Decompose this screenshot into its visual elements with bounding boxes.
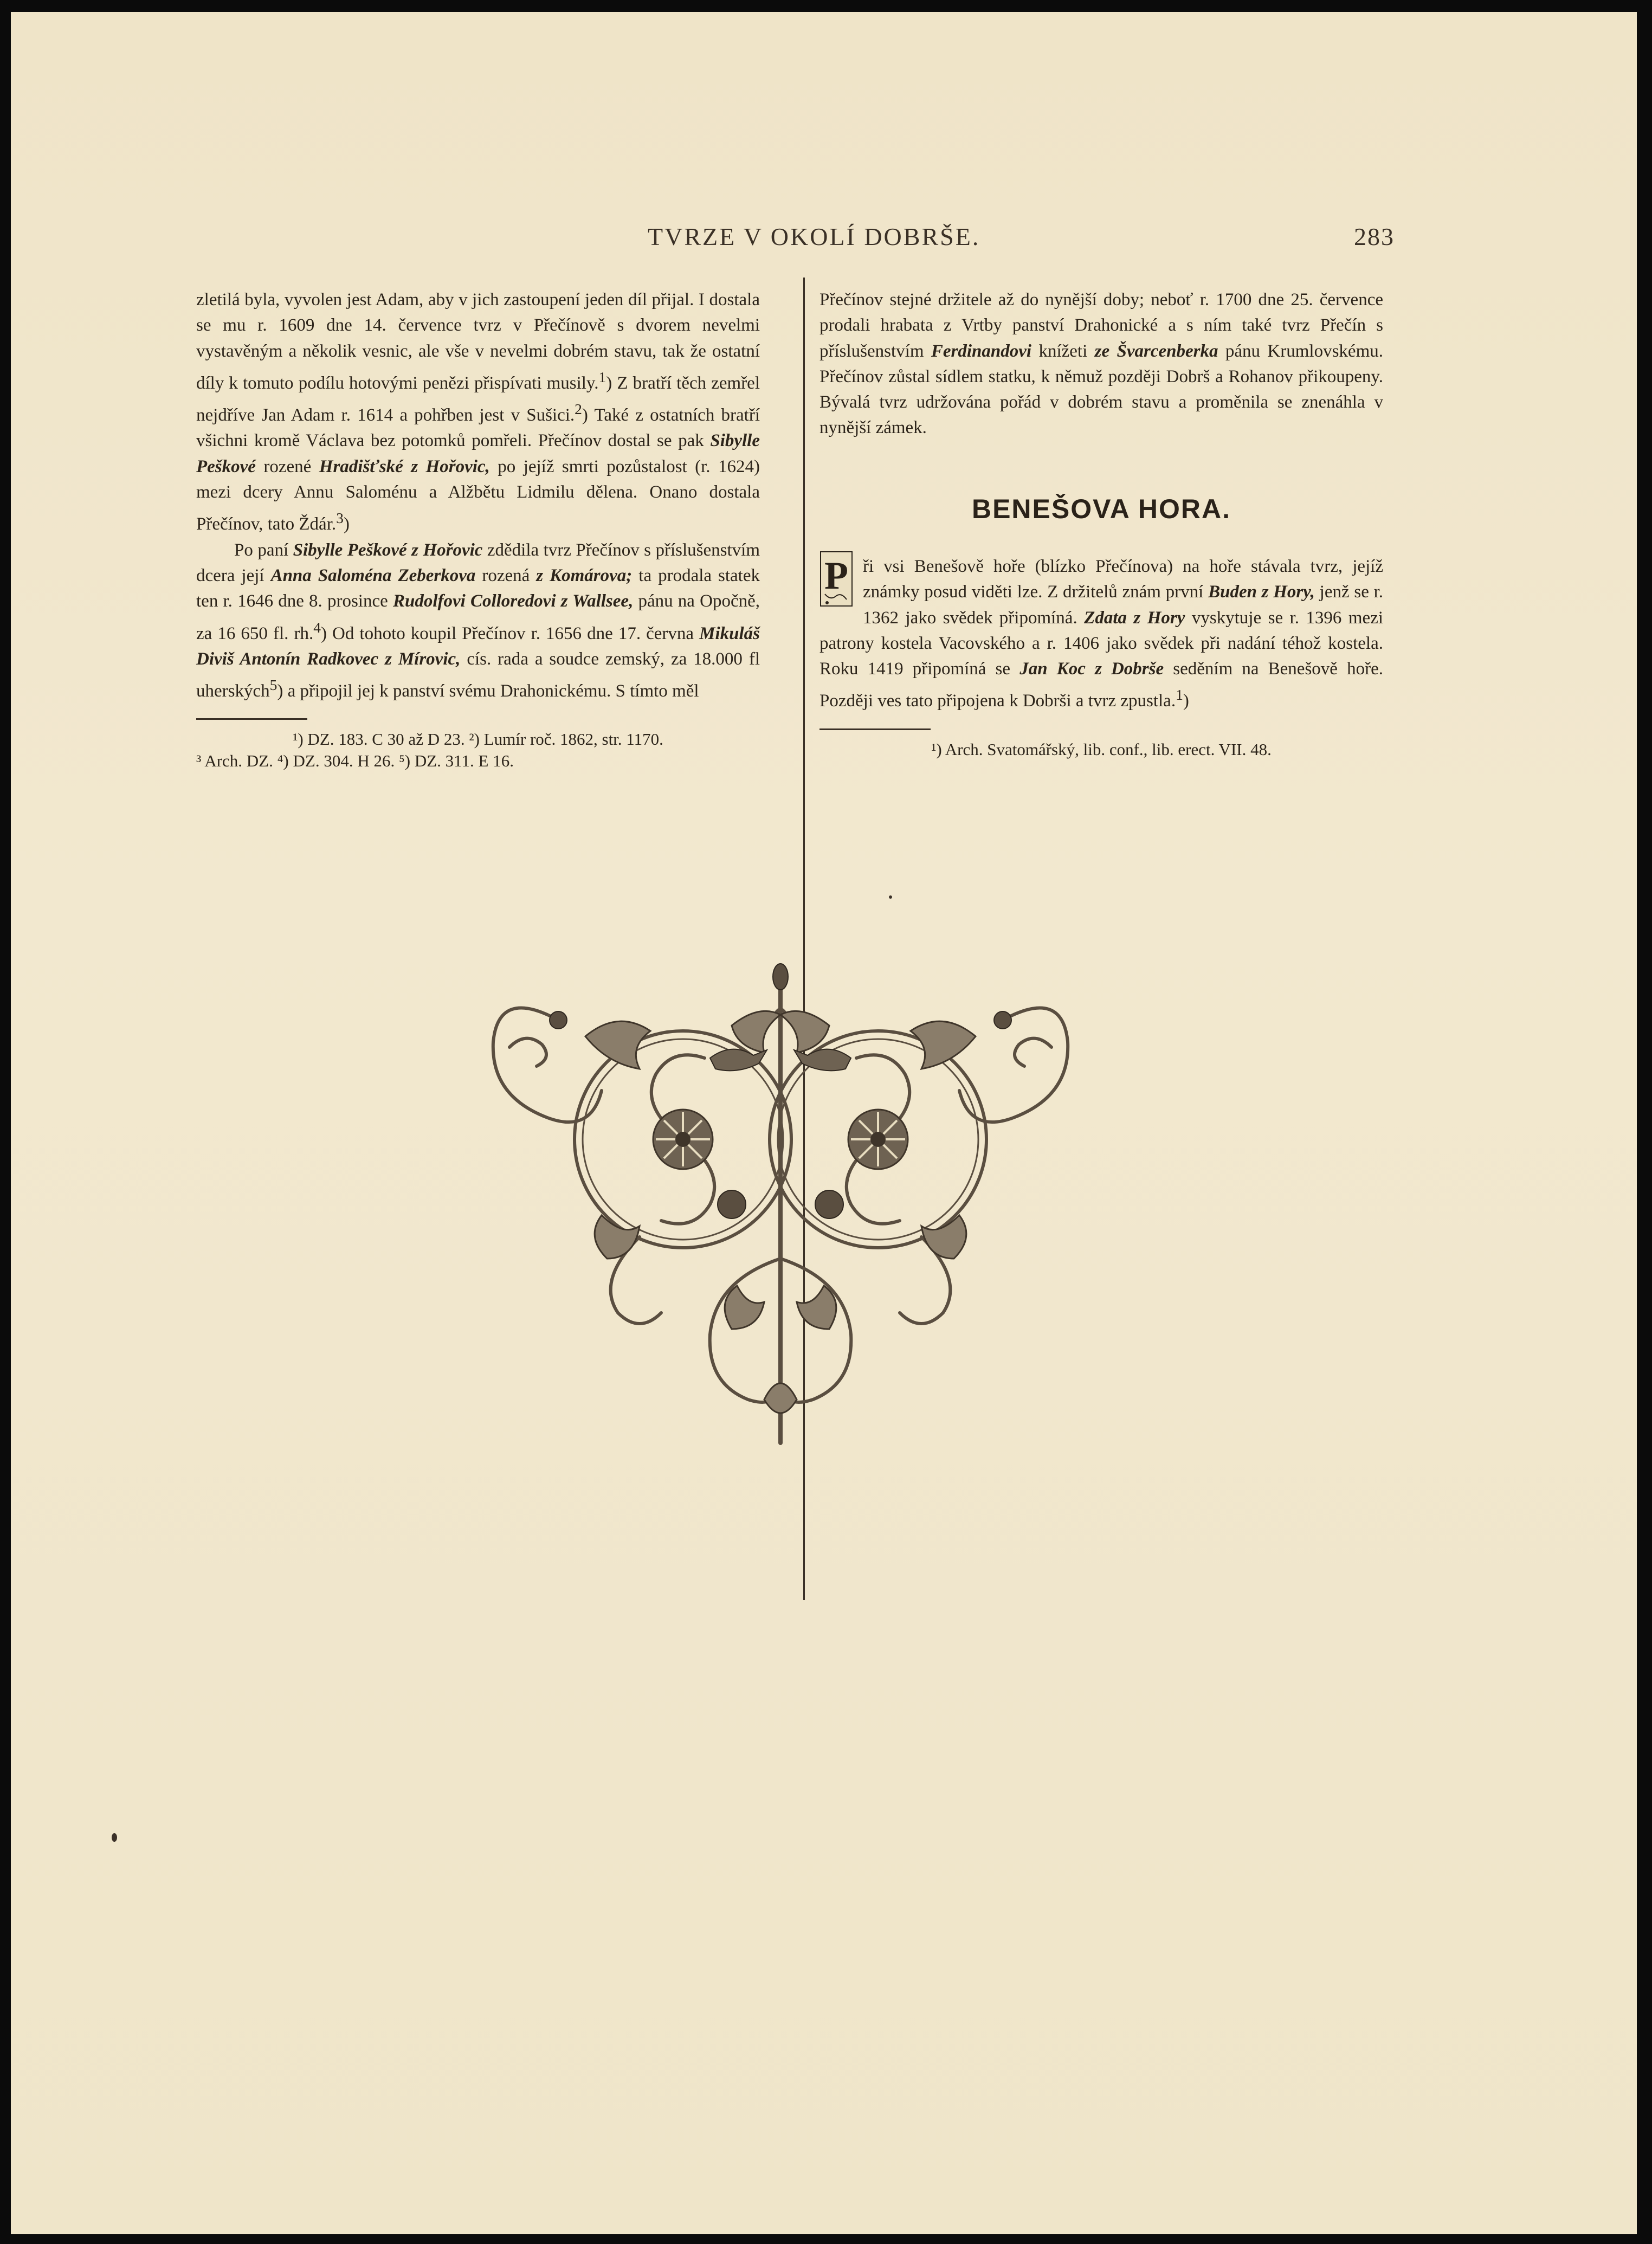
text-run: pánu na Opočně, za 16 650 fl. rh.	[196, 591, 760, 643]
text-run: cís. rada a soudce zemský, za 18.000 fl uherských	[196, 649, 760, 701]
text-run: seděním na Benešově hoře. Později ves tato připojena k Dobrši a tvrz zpustla.	[819, 659, 1383, 711]
person-name: Rudolfovi Colloredovi z Wallsee,	[392, 591, 634, 611]
text-run: rozené	[255, 456, 319, 476]
left-column	[196, 287, 760, 772]
footnote-ref: 1	[598, 368, 606, 385]
footnote-ref: 2	[575, 401, 582, 418]
text-run: ) Také z ostatních bratří všichni kromě Václava bez potomků pomřeli. Přečínov dostal se pak	[196, 405, 760, 451]
text-run: zletilá byla, vyvolen jest Adam, aby v jich zastoupení jeden díl přijal. I dostala se mu r. 1609 dne 14. července tvrz v Přečínově s dvorem nevelmi vystavěným a několik vesnic, ale vše v nevelmi dobrém stavu, tak že ostatní díly k tomuto podílu hotovými penězi přispívati musily.	[196, 290, 760, 393]
running-title: TVRZE V OKOLÍ DOBRŠE.	[648, 223, 980, 250]
text-run: ta prodala statek ten r. 1646 dne 8. prosince	[196, 565, 760, 611]
person-name: Sibylle Peškové	[196, 431, 760, 476]
person-name: Jan Koc z Dobrše	[1019, 659, 1164, 679]
drop-cap-letter: P	[824, 554, 848, 597]
text-run: ) Z bratří těch zemřel nejdříve Jan Adam r. 1614 a pohřben jest v Sušici.	[196, 373, 760, 425]
text-run: ) Od tohoto koupil Přečínov r. 1656 dne 17. června	[320, 623, 700, 643]
paper-speck	[889, 895, 892, 899]
footnote-rule	[196, 718, 307, 720]
drop-cap-initial	[819, 551, 853, 609]
page-number: 283	[1354, 223, 1395, 250]
left-paragraph-2	[196, 538, 760, 705]
left-paragraph-1	[196, 287, 760, 538]
footnote-line: ¹) Arch. Svatomářský, lib. conf., lib. erect. VII. 48.	[931, 739, 1272, 759]
right-column	[819, 287, 1383, 441]
book-page	[11, 12, 1637, 2234]
section-heading: BENEŠOVA HORA.	[971, 494, 1231, 524]
text-run: )	[1183, 691, 1189, 711]
text-run: ři vsi Benešově hoře (blízko Přečínova) na hoře stávala tvrz, jejíž známky posud viděti lze. Z držitelů znám první	[863, 557, 1383, 602]
section-paragraph	[819, 554, 1383, 714]
person-name: Mikuláš Diviš Antonín Radkovec z Mírovic,	[196, 623, 760, 669]
text-run: knížeti	[1031, 341, 1095, 361]
person-name: Anna Saloména Zeberkova	[270, 565, 476, 585]
person-name: Hradišťské z Hořovic,	[319, 456, 490, 476]
person-name: z Komárova;	[536, 565, 633, 585]
footnote-ref: 5	[269, 676, 278, 694]
wrought-iron-ornament-illustration	[477, 955, 1084, 1459]
text-run: rozená	[475, 565, 537, 585]
text-run: ) a připojil jej k panství svému Drahonickému. S tímto měl	[277, 681, 699, 701]
text-run: vyskytuje se r. 1396 mezi patrony kostela Vacovského a r. 1406 jako svědek při nadání téhož kostela. Roku 1419 připomíná se	[819, 608, 1384, 679]
text-run: Po paní	[234, 540, 293, 560]
paper-speck	[112, 1833, 117, 1842]
person-name: Zdata z Hory	[1084, 608, 1185, 628]
text-run: Přečínov stejné držitele až do nynější doby; neboť r. 1700 dne 25. července prodali hrabata z Vrtby panství Drahonické a s ním také tvrz Přečín s příslušenstvím	[819, 290, 1383, 361]
text-run: )	[343, 514, 350, 534]
text-run: zdědila tvrz Přečínov s příslušenstvím dcera její	[196, 540, 760, 585]
text-run: pánu Krumlovskému. Přečínov zůstal sídlem statku, k němuž později Dobrš a Rohanov přikoupeny. Bývalá tvrz udržována pořád v dobrém stavu a proměnila se znenáhla v nynější zámek.	[819, 341, 1383, 438]
footnote-ref: 3	[336, 510, 344, 527]
right-paragraph-1	[819, 287, 1383, 441]
footnote-ref: 1	[1176, 686, 1183, 704]
footnote-line: ³ Arch. DZ. ⁴) DZ. 304. H 26. ⁵) DZ. 311. E 16.	[196, 751, 514, 771]
person-name: Sibylle Peškové z Hořovic	[293, 540, 483, 560]
text-run: po jejíž smrti pozůstalost (r. 1624) mezi dcery Annu Saloménu a Alžbětu Lidmilu dělena. Onano dostala Přečínov, tato Ždár.	[196, 456, 760, 534]
text-run: jenž se r. 1362 jako svědek připomíná.	[863, 582, 1383, 628]
section-body	[819, 554, 1383, 760]
person-name: Buden z Hory,	[1208, 582, 1315, 602]
person-name: Ferdinandovi	[931, 341, 1032, 361]
footnote-ref: 4	[313, 618, 321, 636]
footnote-rule	[819, 728, 931, 730]
footnote-line: ¹) DZ. 183. C 30 až D 23. ²) Lumír roč. 1862, str. 1170.	[293, 730, 663, 749]
person-name: ze Švarcenberka	[1094, 341, 1218, 361]
